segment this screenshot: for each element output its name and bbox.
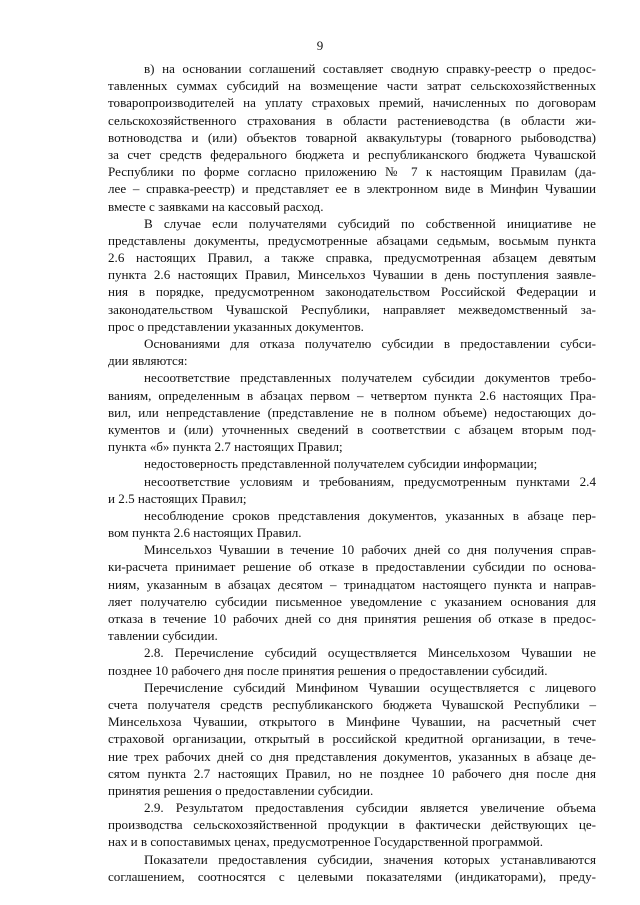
text-line: производства сельскохозяйственной продукции в фактически действующих це- xyxy=(108,817,596,833)
text-line: несоблюдение сроков представления документов, указанных в абзаце пер- xyxy=(144,507,596,523)
text-line: ляет получателю субсидии письменное уведомление с указанием основания для xyxy=(108,593,596,609)
text-line: вом пункта 2.6 настоящих Правил. xyxy=(108,525,302,541)
text-line: Республики по форме согласно приложению № 7 к настоящим Правилам (да- xyxy=(108,164,596,180)
text-line: ваниям, определенным в абзацах первом – четвертом пункта 2.6 настоящих Пра- xyxy=(108,387,596,403)
text-line: сятом пункта 2.7 настоящих Правил, но не позднее 10 рабочего дня после дня xyxy=(108,765,596,781)
text-line: ние трех рабочих дней со дня представления документов, указанных в абзаце де- xyxy=(108,748,596,764)
text-line: несоответствие условиям и требованиям, предусмотренным пунктами 2.4 xyxy=(144,473,596,489)
text-line: пункта «б» пункта 2.7 настоящих Правил; xyxy=(108,439,343,455)
text-line: тавлении субсидии. xyxy=(108,628,218,644)
text-line: вотноводства и (или) объектов товарной аквакультуры (товарного рыбоводства) xyxy=(108,129,596,145)
text-line: ния в порядке, предусмотренном законодательством Российской Федерации и xyxy=(108,284,596,300)
text-line: пункта 2.6 настоящих Правил, Минсельхоз Чувашии в день поступления заявле- xyxy=(108,267,596,283)
text-line: принятия решения о предоставлении субсидии. xyxy=(108,782,374,798)
text-line: законодательством Чувашской Республики, направляет межведомственный за- xyxy=(108,301,596,317)
text-line: 2.6 настоящих Правил, а также справка, предусмотренная абзацем девятым xyxy=(108,250,596,266)
text-line: Основаниями для отказа получателю субсидии в предоставлении субси- xyxy=(144,336,596,351)
text-line: Перечисление субсидий Минфином Чувашии осуществляется с лицевого xyxy=(144,679,596,695)
text-line: 2.9. Результатом предоставления субсидии является увеличение объема xyxy=(144,800,596,816)
page-number: 9 xyxy=(316,38,324,53)
text-line: страховой организации, открытый в российской кредитной организации, в тече- xyxy=(108,731,596,747)
text-line: представлены документы, предусмотренные абзацами седьмым, восьмым пункта xyxy=(108,232,596,248)
text-line: несоответствие представленных получателем субсидии документов требо- xyxy=(144,370,596,386)
text-line: лее – справка-реестр) и представляет ее в электронном виде в Минфин Чувашии xyxy=(108,181,596,197)
text-line: в) на основании соглашений составляет сводную справку-реестр о предос- xyxy=(144,61,596,76)
text-line: за счет средств федерального бюджета и республиканского бюджета Чувашской xyxy=(108,146,596,162)
text-line: вил, или непредставление (представление не в полном объеме) недостающих до- xyxy=(108,404,596,420)
text-line: сельскохозяйственного страхования в области растениеводства (в области жи- xyxy=(108,112,596,128)
text-line: недостоверность представленной получателем субсидии информации; xyxy=(144,456,538,472)
text-line: соглашением, соотносятся с целевыми показателями (индикаторами), преду- xyxy=(108,868,596,884)
text-line: Минсельхоза Чувашии, открытого в Минфине Чувашии, на расчетный счет xyxy=(108,714,596,730)
text-line: ки-расчета принимает решение об отказе в предоставлении субсидии по основа- xyxy=(108,559,596,575)
text-line: Показатели предоставления субсидии, значения которых устанавливаются xyxy=(144,851,596,867)
document-body xyxy=(108,60,596,885)
text-line: нах и в сопоставимых ценах, предусмотренное Государственной программой. xyxy=(108,834,544,850)
text-line: товаропроизводителей на уплату страховых премий, начисленных по договорам xyxy=(108,95,596,111)
text-line: ниям, указанным в абзацах десятом – тринадцатом настоящего пункта и направ- xyxy=(108,576,596,592)
text-line: кументов и (или) уточненных сведений в соответствии с абзацем вторым под- xyxy=(108,421,596,437)
text-line: и 2.5 настоящих Правил; xyxy=(108,490,247,506)
text-line: позднее 10 рабочего дня после принятия решения о предоставлении субсидий. xyxy=(108,662,548,678)
text-line: отказа в течение 10 рабочих дней со дня принятия решения об отказе в предос- xyxy=(108,611,596,626)
text-line: В случае если получателями субсидий по собственной инициативе не xyxy=(144,215,596,231)
text-line: вместе с заявками на кассовый расход. xyxy=(108,198,324,214)
text-line: Минсельхоз Чувашии в течение 10 рабочих дней со дня получения справ- xyxy=(144,542,596,558)
text-line: счета получателя средств республиканского бюджета Чувашской Республики – xyxy=(108,696,596,712)
text-line: дии являются: xyxy=(108,353,188,369)
text-line: тавленных суммах субсидий на возмещение части затрат сельскохозяйственных xyxy=(108,78,596,94)
text-line: 2.8. Перечисление субсидий осуществляется Минсельхозом Чувашии не xyxy=(144,645,596,661)
text-line: прос о представлении указанных документов. xyxy=(108,318,364,334)
